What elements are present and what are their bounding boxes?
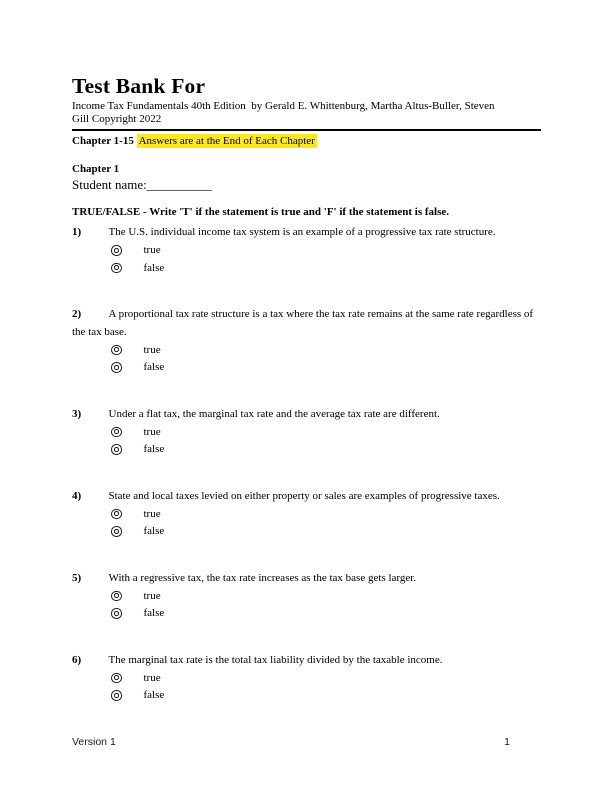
page-footer [72, 736, 510, 748]
option-label: true [143, 244, 161, 257]
option-label: false [143, 443, 165, 456]
option-false[interactable] [72, 605, 541, 623]
chapter-range-line [72, 134, 541, 148]
option-false[interactable] [72, 259, 541, 277]
question-text-line [72, 652, 541, 670]
question-text: A proportional tax rate structure is a tax where the tax rate remains at the same rate regardless of the tax base. [72, 308, 534, 338]
section-header-true-false: TRUE/FALSE - Write 'T' if the statement is true and 'F' if the statement is false. [72, 206, 450, 218]
radio-button-icon[interactable] [111, 673, 122, 684]
radio-button-icon[interactable] [111, 444, 122, 455]
question-text: With a regressive tax, the tax rate increases as the tax base gets larger. [108, 571, 417, 584]
student-name-blank: Student name:__________ [72, 177, 212, 192]
option-label: true [143, 425, 161, 438]
page-content [72, 75, 541, 734]
version-label: Version 1 [72, 736, 116, 748]
option-label: false [143, 261, 165, 274]
option-label: true [143, 589, 161, 602]
publisher-info [72, 100, 541, 126]
question-block [72, 224, 541, 277]
radio-button-icon[interactable] [111, 608, 122, 619]
divider-rule [72, 129, 541, 131]
question-text: Under a flat tax, the marginal tax rate and the average tax rate are different. [108, 407, 440, 420]
chapter-title: Chapter 1 [72, 163, 120, 175]
option-label: false [143, 361, 165, 374]
option-label: true [143, 343, 161, 356]
option-label: false [143, 689, 165, 702]
radio-button-icon[interactable] [111, 345, 122, 356]
radio-button-icon[interactable] [111, 263, 122, 274]
question-block [72, 306, 541, 376]
option-true[interactable] [72, 423, 541, 441]
chapter-range-label: Chapter 1-15 [72, 135, 134, 147]
question-number: 3) [72, 407, 82, 420]
option-true[interactable] [72, 669, 541, 687]
question-number: 6) [72, 653, 82, 666]
publisher-line-1: Income Tax Fundamentals 40th Edition by Gerald E. Whittenburg, Martha Altus-Buller, Steven [72, 100, 495, 112]
radio-button-icon[interactable] [111, 591, 122, 602]
question-number: 1) [72, 226, 82, 238]
question-block [72, 570, 541, 623]
option-true[interactable] [72, 242, 541, 260]
radio-button-icon[interactable] [111, 509, 122, 520]
question-block [72, 406, 541, 459]
option-label: true [143, 507, 161, 520]
option-false[interactable] [72, 441, 541, 459]
answers-note-highlight: Answers are at the End of Each Chapter [138, 135, 315, 147]
question-number: 5) [72, 571, 82, 584]
question-number: 2) [72, 308, 82, 320]
question-text-line [72, 224, 541, 242]
option-label: false [143, 525, 165, 538]
radio-button-icon[interactable] [111, 245, 122, 256]
page-title: Test Bank For [72, 74, 206, 98]
question-text-line [72, 406, 541, 424]
page-number: 1 [504, 736, 510, 748]
option-label: true [143, 671, 161, 684]
question-block [72, 652, 541, 705]
question-text-line [72, 488, 541, 506]
question-text: The marginal tax rate is the total tax liability divided by the taxable income. [108, 653, 443, 666]
question-list [72, 224, 541, 704]
option-true[interactable] [72, 341, 541, 359]
radio-button-icon[interactable] [111, 427, 122, 438]
question-text-line [72, 570, 541, 588]
question-text: State and local taxes levied on either property or sales are examples of progressive taxes. [108, 489, 500, 502]
option-true[interactable] [72, 587, 541, 605]
question-block [72, 488, 541, 541]
option-true[interactable] [72, 505, 541, 523]
option-false[interactable] [72, 523, 541, 541]
option-label: false [143, 607, 165, 620]
radio-button-icon[interactable] [111, 690, 122, 701]
question-text: The U.S. individual income tax system is an example of a progressive tax rate structure. [108, 226, 496, 238]
radio-button-icon[interactable] [111, 362, 122, 373]
option-false[interactable] [72, 687, 541, 705]
question-text-line [72, 306, 541, 341]
question-number: 4) [72, 489, 82, 502]
option-false[interactable] [72, 359, 541, 377]
publisher-line-2: Gill Copyright 2022 [72, 113, 162, 125]
radio-button-icon[interactable] [111, 526, 122, 537]
